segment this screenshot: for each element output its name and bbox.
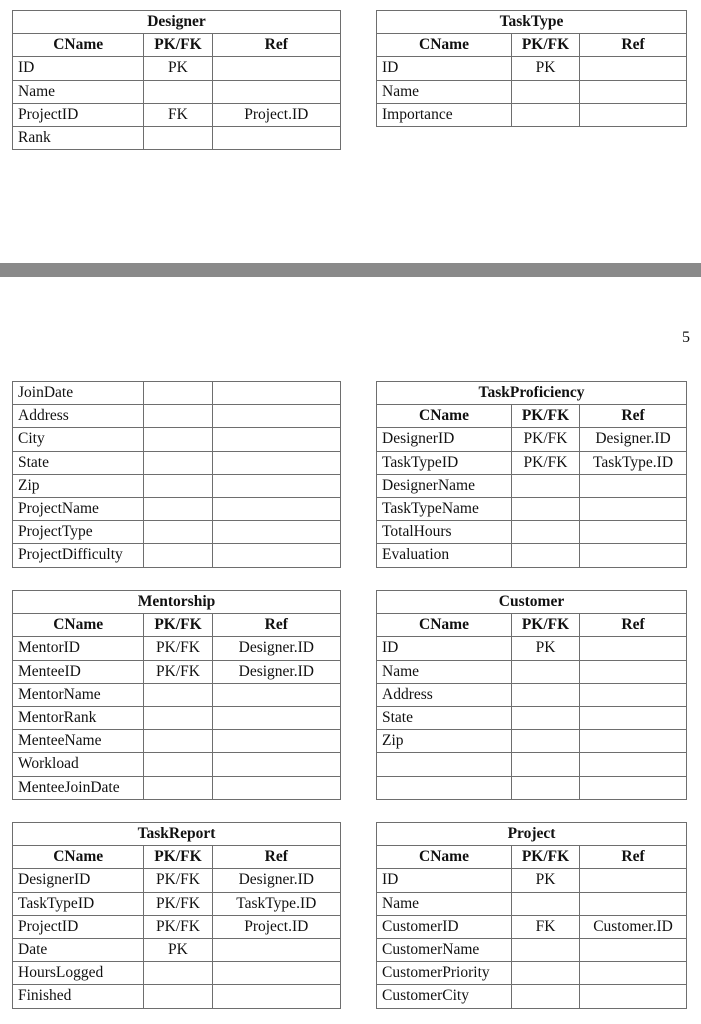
table-row bbox=[13, 776, 341, 799]
page-break bbox=[0, 263, 701, 277]
key-cell bbox=[144, 405, 212, 428]
ref-cell bbox=[212, 962, 340, 985]
key-cell bbox=[144, 753, 212, 776]
key-cell bbox=[144, 474, 212, 497]
taskproficiency-table bbox=[376, 381, 687, 568]
table-row bbox=[13, 103, 341, 126]
table-title: Project bbox=[377, 823, 687, 846]
key-cell bbox=[512, 660, 580, 683]
table-row bbox=[13, 730, 341, 753]
table-row bbox=[13, 474, 341, 497]
ref-cell bbox=[212, 497, 340, 520]
column-header-row bbox=[13, 34, 341, 57]
column-name-cell: ID bbox=[377, 637, 512, 660]
ref-cell bbox=[580, 637, 687, 660]
ref-cell bbox=[212, 80, 340, 103]
key-cell bbox=[144, 497, 212, 520]
table-row bbox=[377, 57, 687, 80]
table-row bbox=[13, 126, 341, 149]
key-cell: PK/FK bbox=[512, 451, 580, 474]
table-title-row bbox=[13, 823, 341, 846]
ref-cell bbox=[580, 869, 687, 892]
table-row bbox=[377, 869, 687, 892]
key-cell: PK bbox=[512, 637, 580, 660]
ref-header: Ref bbox=[580, 614, 687, 637]
table-row bbox=[377, 474, 687, 497]
column-name-cell: DesignerID bbox=[13, 869, 144, 892]
ref-cell bbox=[580, 892, 687, 915]
key-cell: FK bbox=[512, 915, 580, 938]
key-cell: PK bbox=[144, 57, 212, 80]
tasktype-table bbox=[376, 10, 687, 127]
key-cell: PK bbox=[512, 869, 580, 892]
column-name-cell: MenteeJoinDate bbox=[13, 776, 144, 799]
ref-cell bbox=[580, 521, 687, 544]
column-name-cell: Date bbox=[13, 938, 144, 961]
key-cell bbox=[144, 776, 212, 799]
table-row bbox=[13, 428, 341, 451]
ref-cell bbox=[580, 57, 687, 80]
key-cell bbox=[144, 126, 212, 149]
table-row bbox=[13, 938, 341, 961]
key-cell bbox=[512, 892, 580, 915]
column-name-cell: ProjectDifficulty bbox=[13, 544, 144, 567]
cname-header: CName bbox=[377, 405, 512, 428]
table-row bbox=[13, 683, 341, 706]
table-row bbox=[377, 660, 687, 683]
column-name-cell: CustomerCity bbox=[377, 985, 512, 1008]
column-header-row bbox=[13, 614, 341, 637]
table-row bbox=[377, 962, 687, 985]
key-cell bbox=[512, 544, 580, 567]
cname-header: CName bbox=[377, 846, 512, 869]
ref-header: Ref bbox=[580, 846, 687, 869]
ref-cell bbox=[580, 474, 687, 497]
ref-cell bbox=[580, 776, 687, 799]
column-name-cell: Name bbox=[377, 660, 512, 683]
mentorship-table bbox=[12, 590, 341, 800]
column-name-cell: Rank bbox=[13, 126, 144, 149]
cname-header: CName bbox=[377, 34, 512, 57]
column-name-cell: Name bbox=[377, 80, 512, 103]
table-row bbox=[13, 521, 341, 544]
table-row bbox=[377, 730, 687, 753]
page-number: 5 bbox=[682, 329, 690, 346]
ref-cell bbox=[580, 683, 687, 706]
cname-header: CName bbox=[377, 614, 512, 637]
ref-header: Ref bbox=[580, 405, 687, 428]
table-row bbox=[377, 892, 687, 915]
ref-cell bbox=[212, 938, 340, 961]
key-cell: PK/FK bbox=[144, 660, 212, 683]
taskreport-table bbox=[12, 822, 341, 1009]
ref-cell bbox=[212, 474, 340, 497]
ref-cell bbox=[212, 428, 340, 451]
table-title-row bbox=[377, 591, 687, 614]
table-title-row bbox=[377, 382, 687, 405]
ref-cell: Designer.ID bbox=[212, 869, 340, 892]
key-cell bbox=[512, 962, 580, 985]
table-title: TaskProficiency bbox=[377, 382, 687, 405]
column-name-cell: MentorRank bbox=[13, 706, 144, 729]
table-row bbox=[13, 451, 341, 474]
column-name-cell: Zip bbox=[13, 474, 144, 497]
key-cell bbox=[512, 938, 580, 961]
customer-table bbox=[376, 590, 687, 800]
column-name-cell: Zip bbox=[377, 730, 512, 753]
table-row bbox=[13, 382, 341, 405]
table-title: Mentorship bbox=[13, 591, 341, 614]
ref-cell bbox=[212, 382, 340, 405]
project-table bbox=[376, 822, 687, 1009]
key-cell bbox=[512, 497, 580, 520]
table-row bbox=[13, 544, 341, 567]
column-name-cell: Evaluation bbox=[377, 544, 512, 567]
table-row bbox=[13, 985, 341, 1008]
ref-cell: Customer.ID bbox=[580, 915, 687, 938]
table-row bbox=[13, 57, 341, 80]
ref-cell bbox=[212, 730, 340, 753]
pkfk-header: PK/FK bbox=[512, 846, 580, 869]
ref-cell bbox=[580, 544, 687, 567]
table-row bbox=[377, 103, 687, 126]
column-header-row bbox=[377, 614, 687, 637]
ref-cell: Designer.ID bbox=[212, 660, 340, 683]
key-cell bbox=[512, 753, 580, 776]
table-row bbox=[377, 80, 687, 103]
column-name-cell: MenteeID bbox=[13, 660, 144, 683]
column-name-cell: Address bbox=[13, 405, 144, 428]
table-row bbox=[13, 962, 341, 985]
column-name-cell: City bbox=[13, 428, 144, 451]
table-title: Customer bbox=[377, 591, 687, 614]
column-name-cell: Workload bbox=[13, 753, 144, 776]
column-name-cell: Name bbox=[13, 80, 144, 103]
pkfk-header: PK/FK bbox=[512, 34, 580, 57]
table-row bbox=[13, 80, 341, 103]
ref-cell: TaskType.ID bbox=[212, 892, 340, 915]
column-name-cell: Finished bbox=[13, 985, 144, 1008]
pkfk-header: PK/FK bbox=[512, 614, 580, 637]
table-row bbox=[377, 683, 687, 706]
key-cell bbox=[512, 683, 580, 706]
table-row bbox=[13, 660, 341, 683]
key-cell bbox=[512, 80, 580, 103]
table-row bbox=[377, 428, 687, 451]
column-name-cell: DesignerName bbox=[377, 474, 512, 497]
key-cell bbox=[144, 382, 212, 405]
designer-table bbox=[12, 10, 341, 150]
ref-cell bbox=[580, 706, 687, 729]
table-row bbox=[377, 985, 687, 1008]
key-cell bbox=[144, 544, 212, 567]
column-name-cell: Name bbox=[377, 892, 512, 915]
table-title: TaskReport bbox=[13, 823, 341, 846]
column-name-cell: State bbox=[13, 451, 144, 474]
table-row bbox=[377, 753, 687, 776]
table-row bbox=[377, 776, 687, 799]
key-cell bbox=[144, 521, 212, 544]
key-cell: FK bbox=[144, 103, 212, 126]
column-name-cell: MenteeName bbox=[13, 730, 144, 753]
table-title-row bbox=[13, 11, 341, 34]
cname-header: CName bbox=[13, 846, 144, 869]
ref-cell bbox=[212, 451, 340, 474]
table-row bbox=[377, 521, 687, 544]
column-header-row bbox=[377, 405, 687, 428]
ref-cell bbox=[212, 683, 340, 706]
ref-cell bbox=[212, 544, 340, 567]
ref-header: Ref bbox=[580, 34, 687, 57]
table-row bbox=[13, 637, 341, 660]
pkfk-header: PK/FK bbox=[144, 614, 212, 637]
designer-continued-table bbox=[12, 381, 341, 568]
table-row bbox=[377, 544, 687, 567]
column-name-cell: HoursLogged bbox=[13, 962, 144, 985]
key-cell: PK/FK bbox=[512, 428, 580, 451]
ref-cell bbox=[212, 57, 340, 80]
column-name-cell: ID bbox=[377, 57, 512, 80]
column-name-cell: ProjectID bbox=[13, 915, 144, 938]
key-cell bbox=[144, 962, 212, 985]
ref-cell bbox=[580, 938, 687, 961]
key-cell: PK/FK bbox=[144, 892, 212, 915]
table-title-row bbox=[377, 11, 687, 34]
cname-header: CName bbox=[13, 34, 144, 57]
ref-cell bbox=[212, 521, 340, 544]
column-name-cell: CustomerPriority bbox=[377, 962, 512, 985]
column-name-cell bbox=[377, 753, 512, 776]
key-cell bbox=[512, 706, 580, 729]
ref-header: Ref bbox=[212, 34, 340, 57]
key-cell bbox=[144, 730, 212, 753]
ref-cell bbox=[580, 497, 687, 520]
key-cell bbox=[144, 985, 212, 1008]
column-name-cell: DesignerID bbox=[377, 428, 512, 451]
column-name-cell: ProjectType bbox=[13, 521, 144, 544]
key-cell bbox=[512, 730, 580, 753]
ref-cell bbox=[580, 660, 687, 683]
column-name-cell: MentorName bbox=[13, 683, 144, 706]
key-cell bbox=[512, 474, 580, 497]
table-row bbox=[13, 915, 341, 938]
column-name-cell: MentorID bbox=[13, 637, 144, 660]
key-cell bbox=[512, 776, 580, 799]
table-title-row bbox=[13, 591, 341, 614]
pkfk-header: PK/FK bbox=[512, 405, 580, 428]
key-cell bbox=[144, 683, 212, 706]
table-row bbox=[13, 706, 341, 729]
ref-cell: Project.ID bbox=[212, 915, 340, 938]
key-cell bbox=[512, 985, 580, 1008]
column-name-cell: ProjectName bbox=[13, 497, 144, 520]
key-cell bbox=[512, 103, 580, 126]
table-row bbox=[377, 637, 687, 660]
column-name-cell: ProjectID bbox=[13, 103, 144, 126]
key-cell: PK/FK bbox=[144, 915, 212, 938]
ref-cell bbox=[580, 103, 687, 126]
key-cell: PK bbox=[512, 57, 580, 80]
ref-cell bbox=[212, 126, 340, 149]
table-row bbox=[377, 706, 687, 729]
column-header-row bbox=[377, 846, 687, 869]
key-cell bbox=[144, 706, 212, 729]
ref-cell bbox=[580, 753, 687, 776]
column-name-cell: JoinDate bbox=[13, 382, 144, 405]
column-name-cell: TotalHours bbox=[377, 521, 512, 544]
table-row bbox=[13, 405, 341, 428]
column-header-row bbox=[13, 846, 341, 869]
table-row bbox=[13, 869, 341, 892]
table-title: Designer bbox=[13, 11, 341, 34]
ref-cell bbox=[212, 985, 340, 1008]
table-row bbox=[377, 938, 687, 961]
column-name-cell: Importance bbox=[377, 103, 512, 126]
column-name-cell: TaskTypeID bbox=[13, 892, 144, 915]
column-name-cell: TaskTypeID bbox=[377, 451, 512, 474]
table-row bbox=[13, 753, 341, 776]
key-cell: PK/FK bbox=[144, 869, 212, 892]
table-row bbox=[13, 497, 341, 520]
table-row bbox=[377, 451, 687, 474]
key-cell bbox=[144, 451, 212, 474]
table-row bbox=[377, 497, 687, 520]
key-cell: PK bbox=[144, 938, 212, 961]
ref-cell bbox=[212, 753, 340, 776]
ref-header: Ref bbox=[212, 846, 340, 869]
key-cell: PK/FK bbox=[144, 637, 212, 660]
ref-cell bbox=[212, 776, 340, 799]
column-name-cell: ID bbox=[13, 57, 144, 80]
pkfk-header: PK/FK bbox=[144, 846, 212, 869]
column-name-cell: CustomerName bbox=[377, 938, 512, 961]
column-name-cell: ID bbox=[377, 869, 512, 892]
ref-cell bbox=[580, 80, 687, 103]
ref-cell bbox=[212, 405, 340, 428]
ref-cell bbox=[580, 985, 687, 1008]
column-name-cell: Address bbox=[377, 683, 512, 706]
column-name-cell: TaskTypeName bbox=[377, 497, 512, 520]
ref-cell bbox=[580, 730, 687, 753]
table-title: TaskType bbox=[377, 11, 687, 34]
ref-cell: Designer.ID bbox=[212, 637, 340, 660]
column-name-cell bbox=[377, 776, 512, 799]
ref-cell bbox=[212, 706, 340, 729]
key-cell bbox=[512, 521, 580, 544]
ref-cell bbox=[580, 962, 687, 985]
ref-cell: Designer.ID bbox=[580, 428, 687, 451]
key-cell bbox=[144, 80, 212, 103]
table-row bbox=[377, 915, 687, 938]
column-name-cell: State bbox=[377, 706, 512, 729]
ref-header: Ref bbox=[212, 614, 340, 637]
column-name-cell: CustomerID bbox=[377, 915, 512, 938]
ref-cell: TaskType.ID bbox=[580, 451, 687, 474]
pkfk-header: PK/FK bbox=[144, 34, 212, 57]
table-row bbox=[13, 892, 341, 915]
column-header-row bbox=[377, 34, 687, 57]
key-cell bbox=[144, 428, 212, 451]
ref-cell: Project.ID bbox=[212, 103, 340, 126]
table-title-row bbox=[377, 823, 687, 846]
cname-header: CName bbox=[13, 614, 144, 637]
